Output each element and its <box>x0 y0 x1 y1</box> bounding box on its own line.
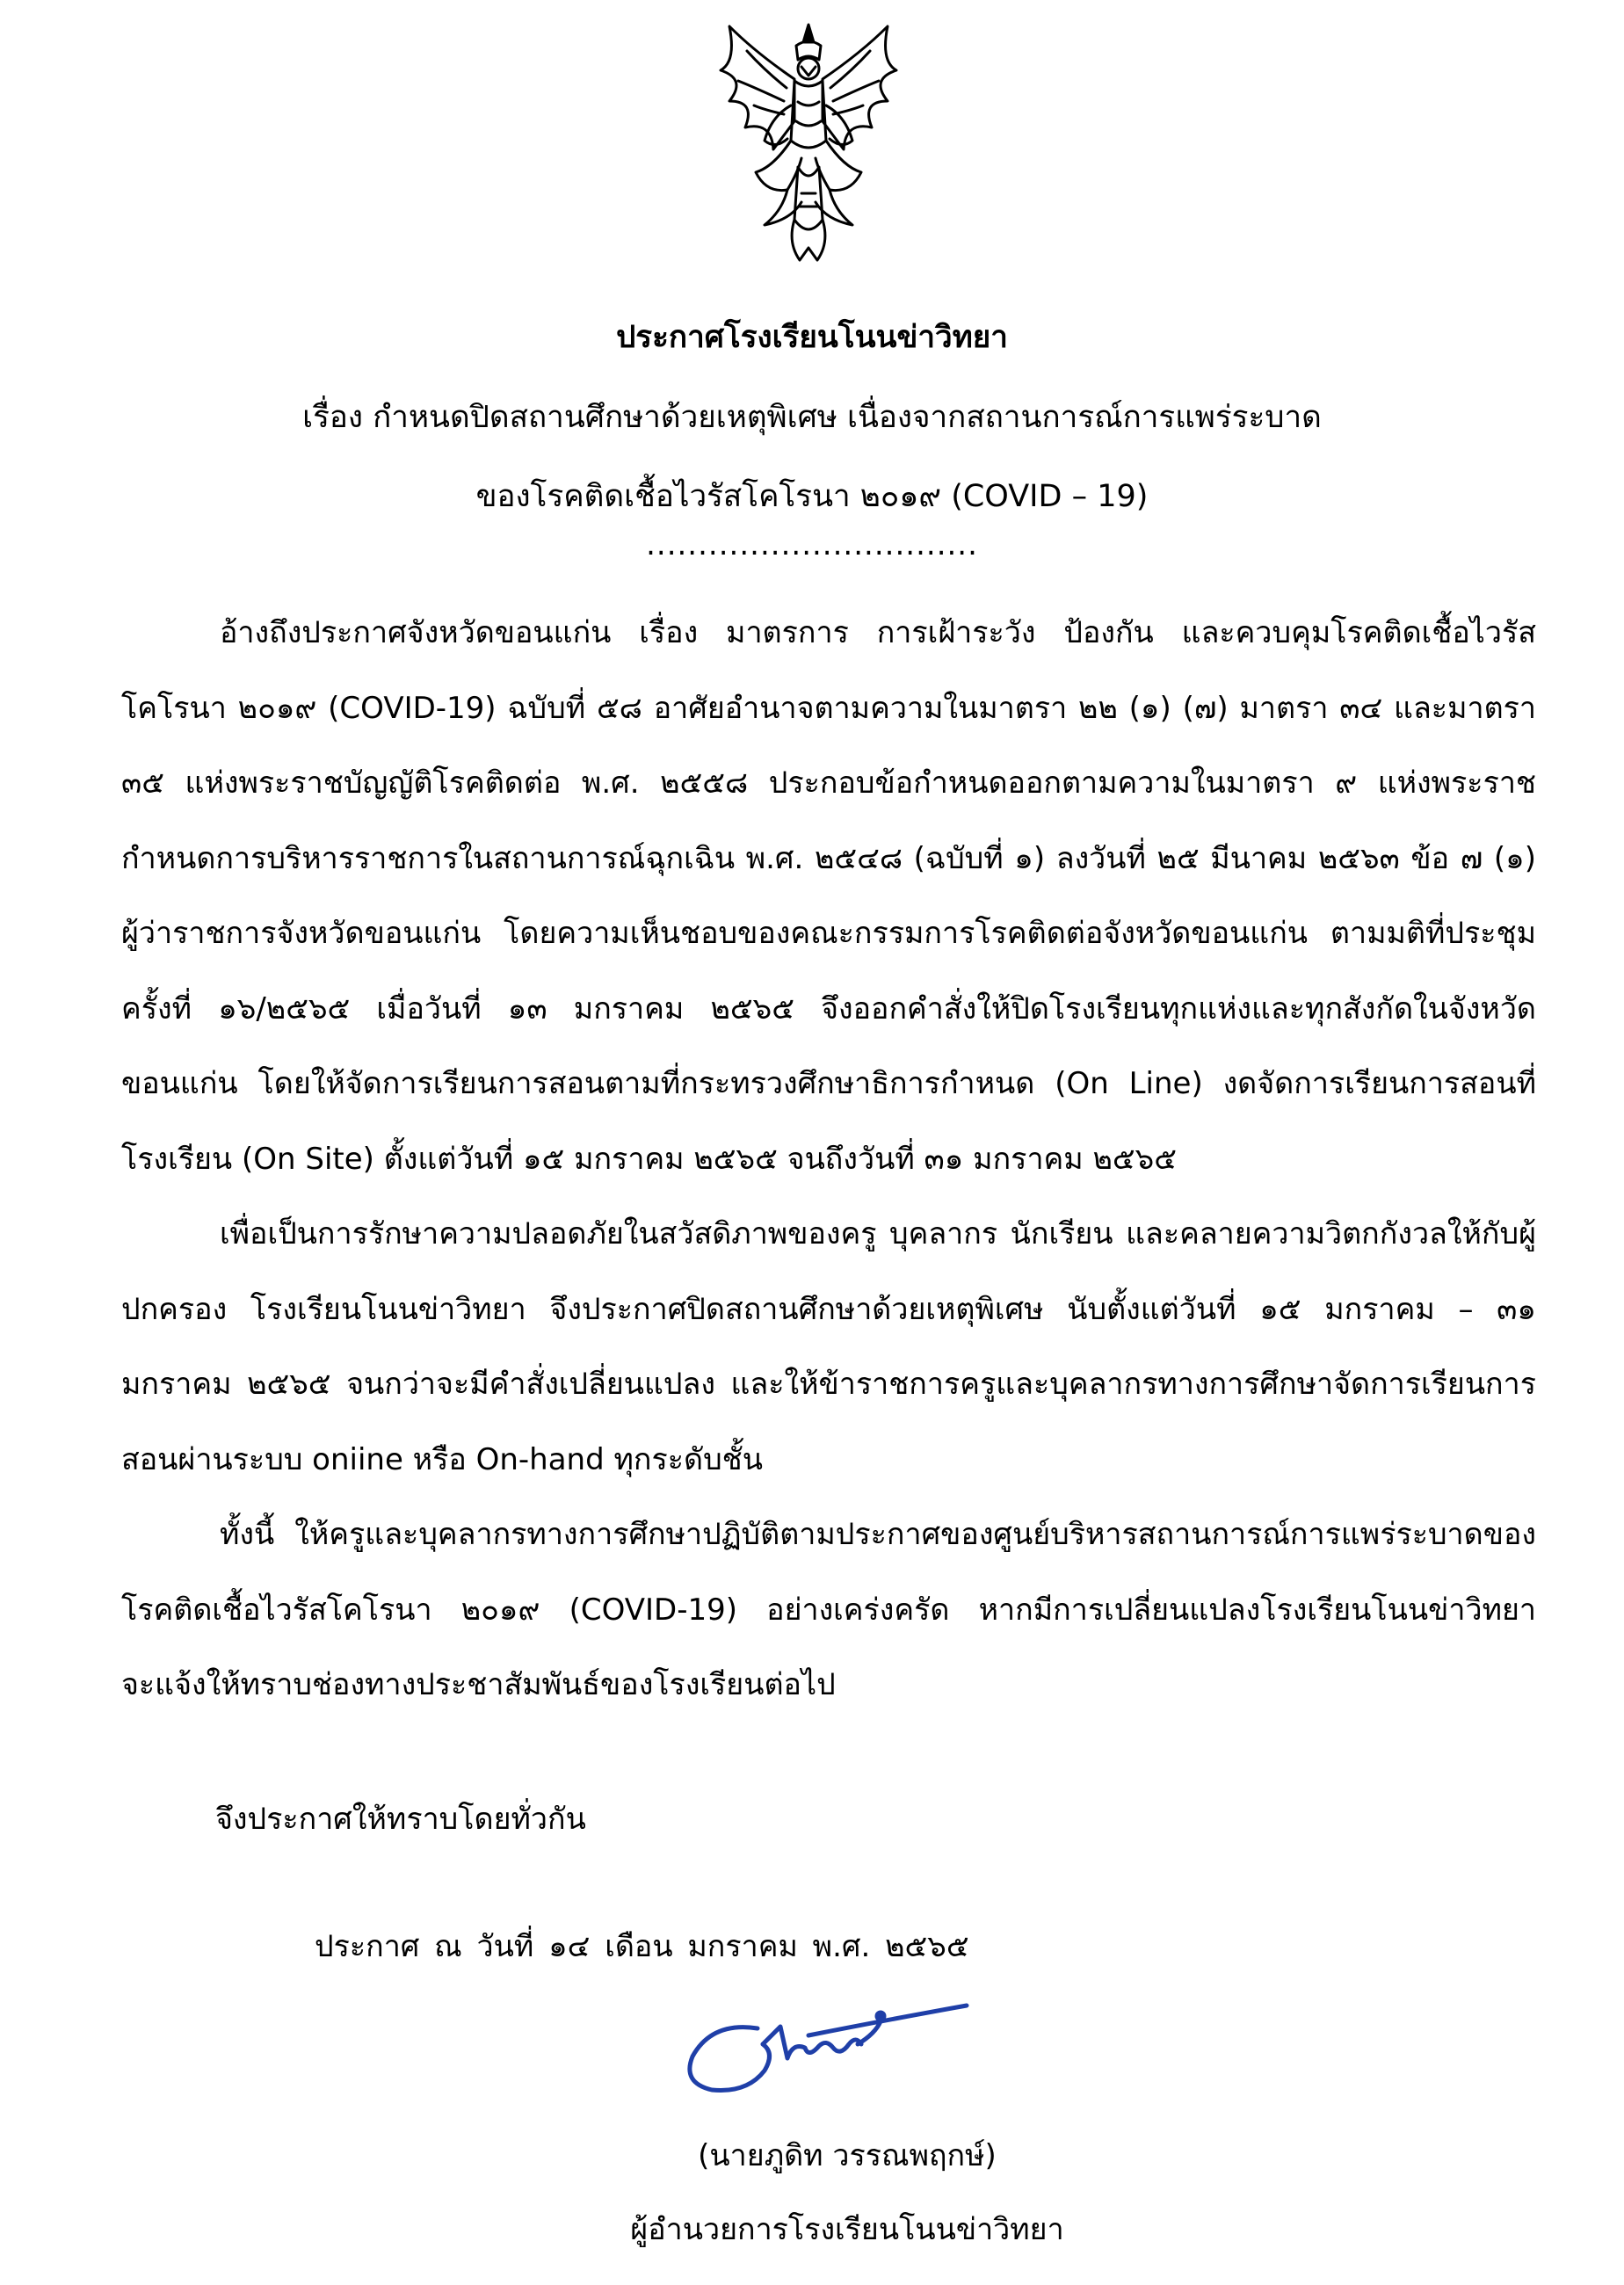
body-paragraph-1: อ้างถึงประกาศจังหวัดขอนแก่น เรื่อง มาตรการ การเฝ้าระวัง ป้องกัน และควบคุมโรคติดเชื้อไวรัสโคโรนา ๒๐๑๙ (COVID-19) ฉบับที่ ๕๘ อาศัยอำนาจตามความในมาตรา ๒๒ (๑) (๗) มาตรา ๓๔ และมาตรา ๓๕ แห่งพระราชบัญญัติโรคติดต่อ พ.ศ. ๒๕๕๘ ประกอบข้อกำหนดออกตามความในมาตรา ๙ แห่งพระราชกำหนดการบริหารราชการในสถานการณ์ฉุกเฉิน พ.ศ. ๒๕๔๘ (ฉบับที่ ๑) ลงวันที่ ๒๕ มีนาคม ๒๕๖๓ ข้อ ๗ (๑) ผู้ว่าราชการจังหวัดขอนแก่น โดยความเห็นชอบของคณะกรรมการโรคติดต่อจังหวัดขอนแก่น ตามมติที่ประชุม ครั้งที่ ๑๖/๒๕๖๕ เมื่อวันที่ ๑๓ มกราคม ๒๕๖๕ จึงออกคำสั่งให้ปิดโรงเรียนทุกแห่งและทุกสังกัดในจังหวัดขอนแก่น โดยให้จัดการเรียนการสอนตามที่กระทรวงศึกษาธิการกำหนด (On Line) งดจัดการเรียนการสอนที่โรงเรียน (On Site) ตั้งแต่วันที่ ๑๕ มกราคม ๒๕๖๕ จนถึงวันที่ ๓๑ มกราคม ๒๕๖๕ <box>121 615 1537 1177</box>
closing-statement: จึงประกาศให้ทราบโดยทั่วกัน <box>215 1802 586 1837</box>
signature-mark <box>677 1995 975 2109</box>
announcement-subject <box>141 378 1483 536</box>
garuda-emblem-icon <box>703 18 914 272</box>
subject-line-2: ของโรคติดเชื้อไวรัสโคโรนา ๒๐๑๙ (COVID – 19) <box>475 479 1149 514</box>
signer-position: ผู้อำนวยการโรงเรียนโนนข่าวิทยา <box>630 2212 1064 2247</box>
signer-name: (นายภูดิท วรรณพฤกษ์) <box>698 2138 997 2173</box>
announcement-title: ประกาศโรงเรียนโนนข่าวิทยา <box>616 320 1008 355</box>
subject-line-1: เรื่อง กำหนดปิดสถานศึกษาด้วยเหตุพิเศษ เนื่องจากสถานการณ์การแพร่ระบาด <box>302 400 1322 435</box>
announcement-body <box>121 596 1536 1723</box>
body-paragraph-3: ทั้งนี้ ให้ครูและบุคลากรทางการศึกษาปฏิบัติตามประกาศของศูนย์บริหารสถานการณ์การแพร่ระบาดของโรคติดเชื้อไวรัสโคโรนา ๒๐๑๙ (COVID-19) อย่างเคร่งครัด หากมีการเปลี่ยนแปลงโรงเรียนโนนข่าวิทยาจะแจ้งให้ทราบช่องทางประชาสัมพันธ์ของโรงเรียนต่อไป <box>121 1517 1536 1702</box>
separator: ................................ <box>646 527 978 562</box>
body-paragraph-2: เพื่อเป็นการรักษาความปลอดภัยในสวัสดิภาพของครู บุคลากร นักเรียน และคลายความวิตกกังวลให้กับผู้ปกครอง โรงเรียนโนนข่าวิทยา จึงประกาศปิดสถานศึกษาด้วยเหตุพิเศษ นับตั้งแต่วันที่ ๑๕ มกราคม – ๓๑ มกราคม ๒๕๖๕ จนกว่าจะมีคำสั่งเปลี่ยนแปลง และให้ข้าราชการครูและบุคลากรทางการศึกษาจัดการเรียนการสอนผ่านระบบ oniine หรือ On-hand ทุกระดับชั้น <box>121 1216 1536 1477</box>
announcement-date: ประกาศ ณ วันที่ ๑๔ เดือน มกราคม พ.ศ. ๒๕๖๕ <box>315 1929 969 1964</box>
